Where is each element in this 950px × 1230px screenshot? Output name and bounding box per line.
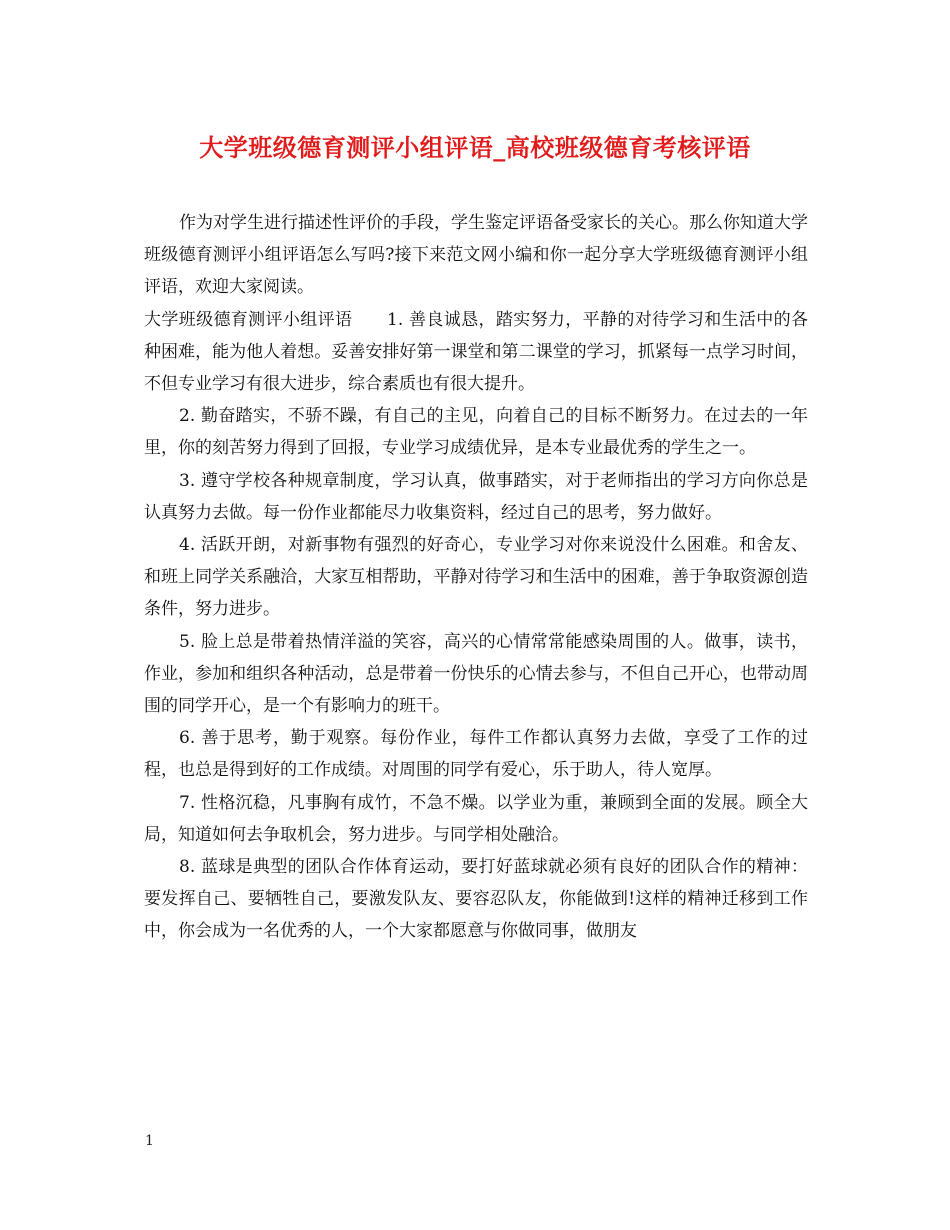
comment-item-3: 3. 遵守学校各种规章制度，学习认真，做事踏实，对于老师指出的学习方向你总是认真努力去做。每一份作业都能尽力收集资料，经过自己的思考，努力做好。 — [144, 470, 808, 523]
comment-item-8: 8. 蓝球是典型的团队合作体育运动，要打好蓝球就必须有良好的团队合作的精神：要发挥自己、要牺牲自己，要激发队友、要容忍队友，你能做到!这样的精神迁移到工作中，你会成为一名优秀的人，一个大家都愿意与你做同事，做朋友 — [144, 857, 808, 942]
page-number: 1 — [145, 1133, 154, 1149]
document-title: 大学班级德育测评小组评语_高校班级德育考核评语 — [199, 133, 751, 162]
comment-item-5: 5. 脸上总是带着热情洋溢的笑容，高兴的心情常常能感染周围的人。做事，读书，作业，参加和组织各种活动，总是带着一份快乐的心情去参与，不但自己开心，也带动周围的同学开心，是一个有影响力的班干。 — [144, 631, 808, 717]
comment-item-2: 2. 勤奋踏实，不骄不躁，有自己的主见，向着自己的目标不断努力。在过去的一年里，你的刻苦努力得到了回报，专业学习成绩优异，是本专业最优秀的学生之一。 — [144, 406, 808, 459]
comment-item-6: 6. 善于思考，勤于观察。每份作业，每件工作都认真努力去做，享受了工作的过程，也总是得到好的工作成绩。对周围的同学有爱心，乐于助人，待人宽厚。 — [144, 728, 808, 781]
section-heading-paragraph: 大学班级德育测评小组评语 1. 善良诚恳，踏实努力，平静的对待学习和生活中的各种困难，能为他人着想。妥善安排好第一课堂和第二课堂的学习，抓紧每一点学习时间，不但专业学习有很大进步，综合素质也有很大提升。 — [144, 309, 808, 395]
document-body — [144, 207, 808, 948]
intro-paragraph: 作为对学生进行描述性评价的手段，学生鉴定评语备受家长的关心。那么你知道大学班级德育测评小组评语怎么写吗?接下来范文网小编和你一起分享大学班级德育测评小组评语，欢迎大家阅读。 — [144, 213, 808, 298]
comment-item-7: 7. 性格沉稳，凡事胸有成竹，不急不燥。以学业为重，兼顾到全面的发展。顾全大局，知道如何去争取机会，努力进步。与同学相处融洽。 — [144, 792, 808, 845]
comment-item-4: 4. 活跃开朗，对新事物有强烈的好奇心，专业学习对你来说没什么困难。和舍友、和班上同学关系融洽，大家互相帮助，平静对待学习和生活中的困难，善于争取资源创造条件，努力进步。 — [144, 535, 808, 620]
